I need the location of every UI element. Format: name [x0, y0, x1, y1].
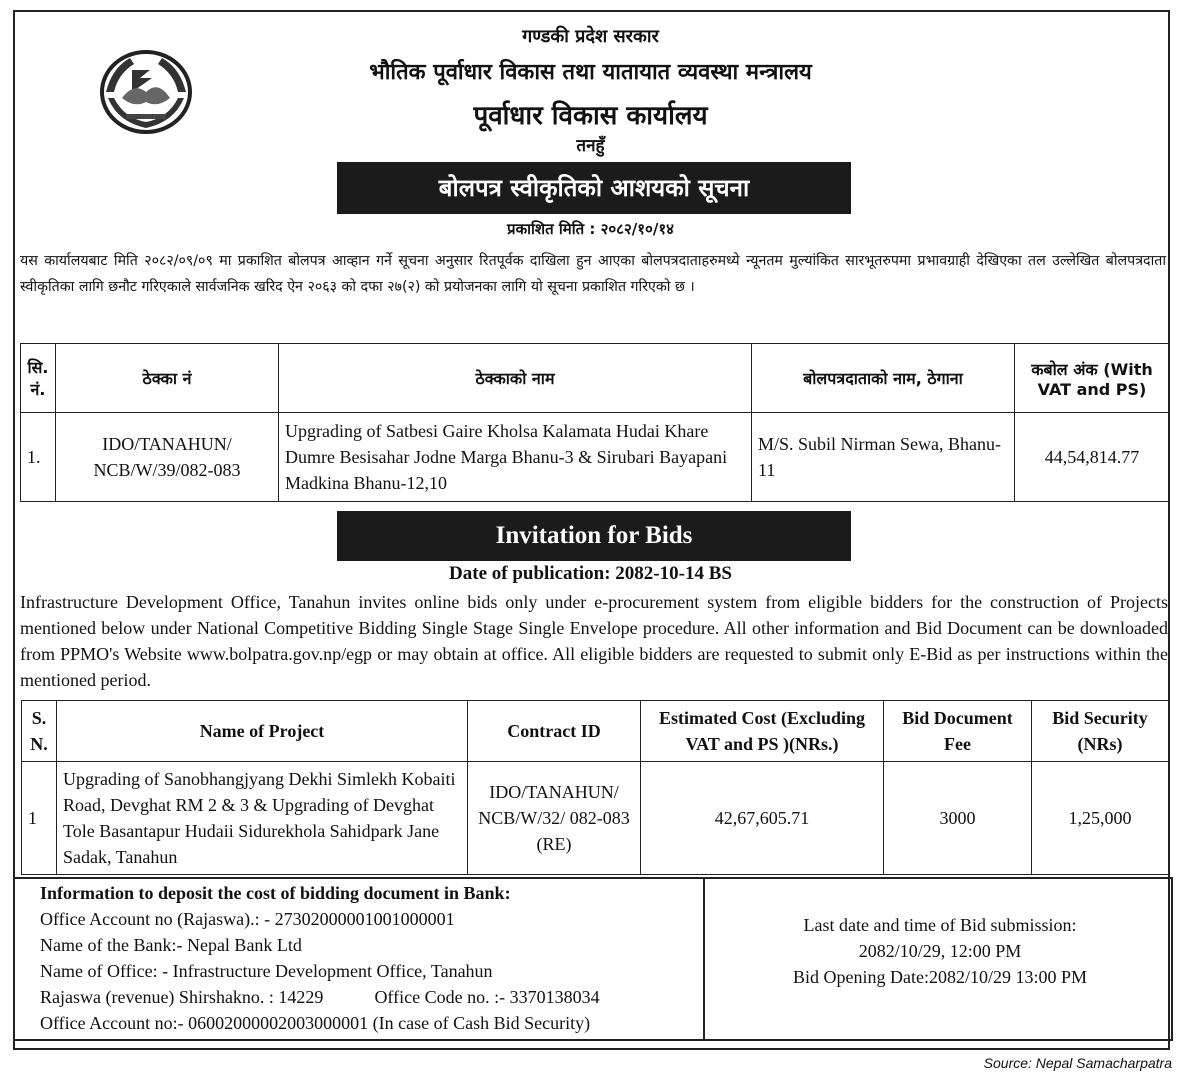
submission-label: Last date and time of Bid submission: — [803, 915, 1077, 935]
cell-project: Upgrading of Sanobhangjyang Dekhi Simlekh Kobaiti Road, Devghat RM 2 & 3 & Upgrading of Devghat Tole Basantapur Hudaii Sidurekhola Sahidpark Jane Sadak, Tanahun — [57, 762, 468, 875]
district-name: तनहुँ — [576, 136, 605, 156]
cell-sn: 1. — [21, 413, 56, 502]
table-row — [22, 762, 1169, 875]
office-name: पूर्वाधार विकास कार्यालय — [473, 101, 708, 131]
ifb-title: Invitation for Bids — [337, 511, 851, 561]
table-header-row — [22, 701, 1169, 762]
cell-bid-security: 1,25,000 — [1032, 762, 1169, 875]
cell-estimated-cost: 42,67,605.71 — [641, 762, 884, 875]
rajaswa-account: Office Account no (Rajaswa).: - 27302000001001000001 — [40, 909, 455, 929]
info-divider — [703, 878, 705, 1040]
nepali-notice-title: बोलपत्र स्वीकृतिको आशयको सूचना — [337, 162, 851, 214]
col-estimated-cost: Estimated Cost (Excluding VAT and PS )(NRs.) — [641, 701, 884, 762]
cell-sn: 1 — [22, 762, 57, 875]
cell-contract-id: IDO/TANAHUN/ NCB/W/32/ 082-083 (RE) — [468, 762, 641, 875]
cell-amount: 44,54,814.77 — [1015, 413, 1170, 502]
col-sn: S. N. — [22, 701, 57, 762]
ministry-name: भौतिक पूर्वाधार विकास तथा यातायात व्यवस्था मन्त्रालय — [369, 60, 812, 85]
col-amount: कबोल अंक (With VAT and PS) — [1015, 344, 1170, 413]
col-bid-fee: Bid Document Fee — [884, 701, 1032, 762]
rajaswa-code: Rajaswa (revenue) Shirshakno. : 14229 — [40, 987, 324, 1007]
revenue-code-line — [40, 984, 700, 1010]
government-name: गण्डकी प्रदेश सरकार — [522, 26, 659, 47]
nepali-publication-date: प्रकाशित मिति : २०८२/१०/१४ — [507, 220, 674, 238]
table-header-row — [21, 344, 1170, 413]
ifb-paragraph: Infrastructure Development Office, Tanahun invites online bids only under e-procurement system from eligible bidders for the construction of Projects mentioned below under National Competitive Bidding Single Stage Single Envelope procedure. All other information and Bid Document can be downloaded from PPMO's Website www.bolpatra.gov.np/egp or may obtain at office. All eligible bidders are requested to submit only E-Bid as per instructions within the mentioned period. — [20, 592, 1168, 690]
table-row — [21, 413, 1170, 502]
col-contract-id: Contract ID — [468, 701, 641, 762]
col-bidder: बोलपत्रदाताको नाम, ठेगाना — [752, 344, 1015, 413]
cell-bid-fee: 3000 — [884, 762, 1032, 875]
col-bid-security: Bid Security (NRs) — [1032, 701, 1169, 762]
office-name-line: Name of Office: - Infrastructure Development Office, Tanahun — [40, 961, 493, 981]
source-credit: Source: Nepal Samacharpatra — [983, 1055, 1172, 1071]
bank-info-title: Information to deposit the cost of bidding document in Bank: — [40, 883, 511, 903]
col-contract-no: ठेक्का नं — [56, 344, 279, 413]
bank-name: Name of the Bank:- Nepal Bank Ltd — [40, 935, 302, 955]
ifb-publication-date: Date of publication: 2082-10-14 BS — [449, 563, 732, 584]
office-code: Office Code no. :- 3370138034 — [374, 987, 600, 1007]
cell-contract-name: Upgrading of Satbesi Gaire Kholsa Kalamata Hudai Khare Dumre Besisahar Jodne Marga Bhanu-3 & Sirubari Bayapani Madkina Bhanu-12,10 — [279, 413, 752, 502]
opening-date: Bid Opening Date:2082/10/29 13:00 PM — [793, 967, 1087, 987]
cell-contract-no: IDO/TANAHUN/ NCB/W/39/082-083 — [56, 413, 279, 502]
nepali-notice-paragraph: यस कार्यालयबाट मिति २०८२/०९/०९ मा प्रकाशित बोलपत्र आव्हान गर्ने सूचना अनुसार रितपूर्वक दाखिला हुन आएका बोलपत्रदाताहरुमध्ये न्यूनतम मुल्यांकित सारभूतरुपमा प्रभावग्राही देखिएका तल उल्लेखित बोलपत्रदाता स्वीकृतिका लागि छनौट गरिएकाले सार्वजनिक खरिद ऐन २०६३ को दफा २७(२) को प्रयोजनका लागि यो सूचना प्रकाशित गरिएको छ । — [20, 253, 1166, 295]
col-sn: सि. नं. — [21, 344, 56, 413]
col-contract-name: ठेक्काको नाम — [279, 344, 752, 413]
cash-security-account: Office Account no:- 06002000002003000001 (In case of Cash Bid Security) — [40, 1013, 591, 1033]
cell-bidder: M/S. Subil Nirman Sewa, Bhanu-11 — [752, 413, 1015, 502]
bank-info — [40, 880, 700, 1036]
intent-award-table — [20, 343, 1170, 502]
ifb-table — [21, 700, 1169, 875]
deadline-info — [710, 912, 1170, 990]
submission-date: 2082/10/29, 12:00 PM — [858, 941, 1022, 961]
col-project: Name of Project — [57, 701, 468, 762]
